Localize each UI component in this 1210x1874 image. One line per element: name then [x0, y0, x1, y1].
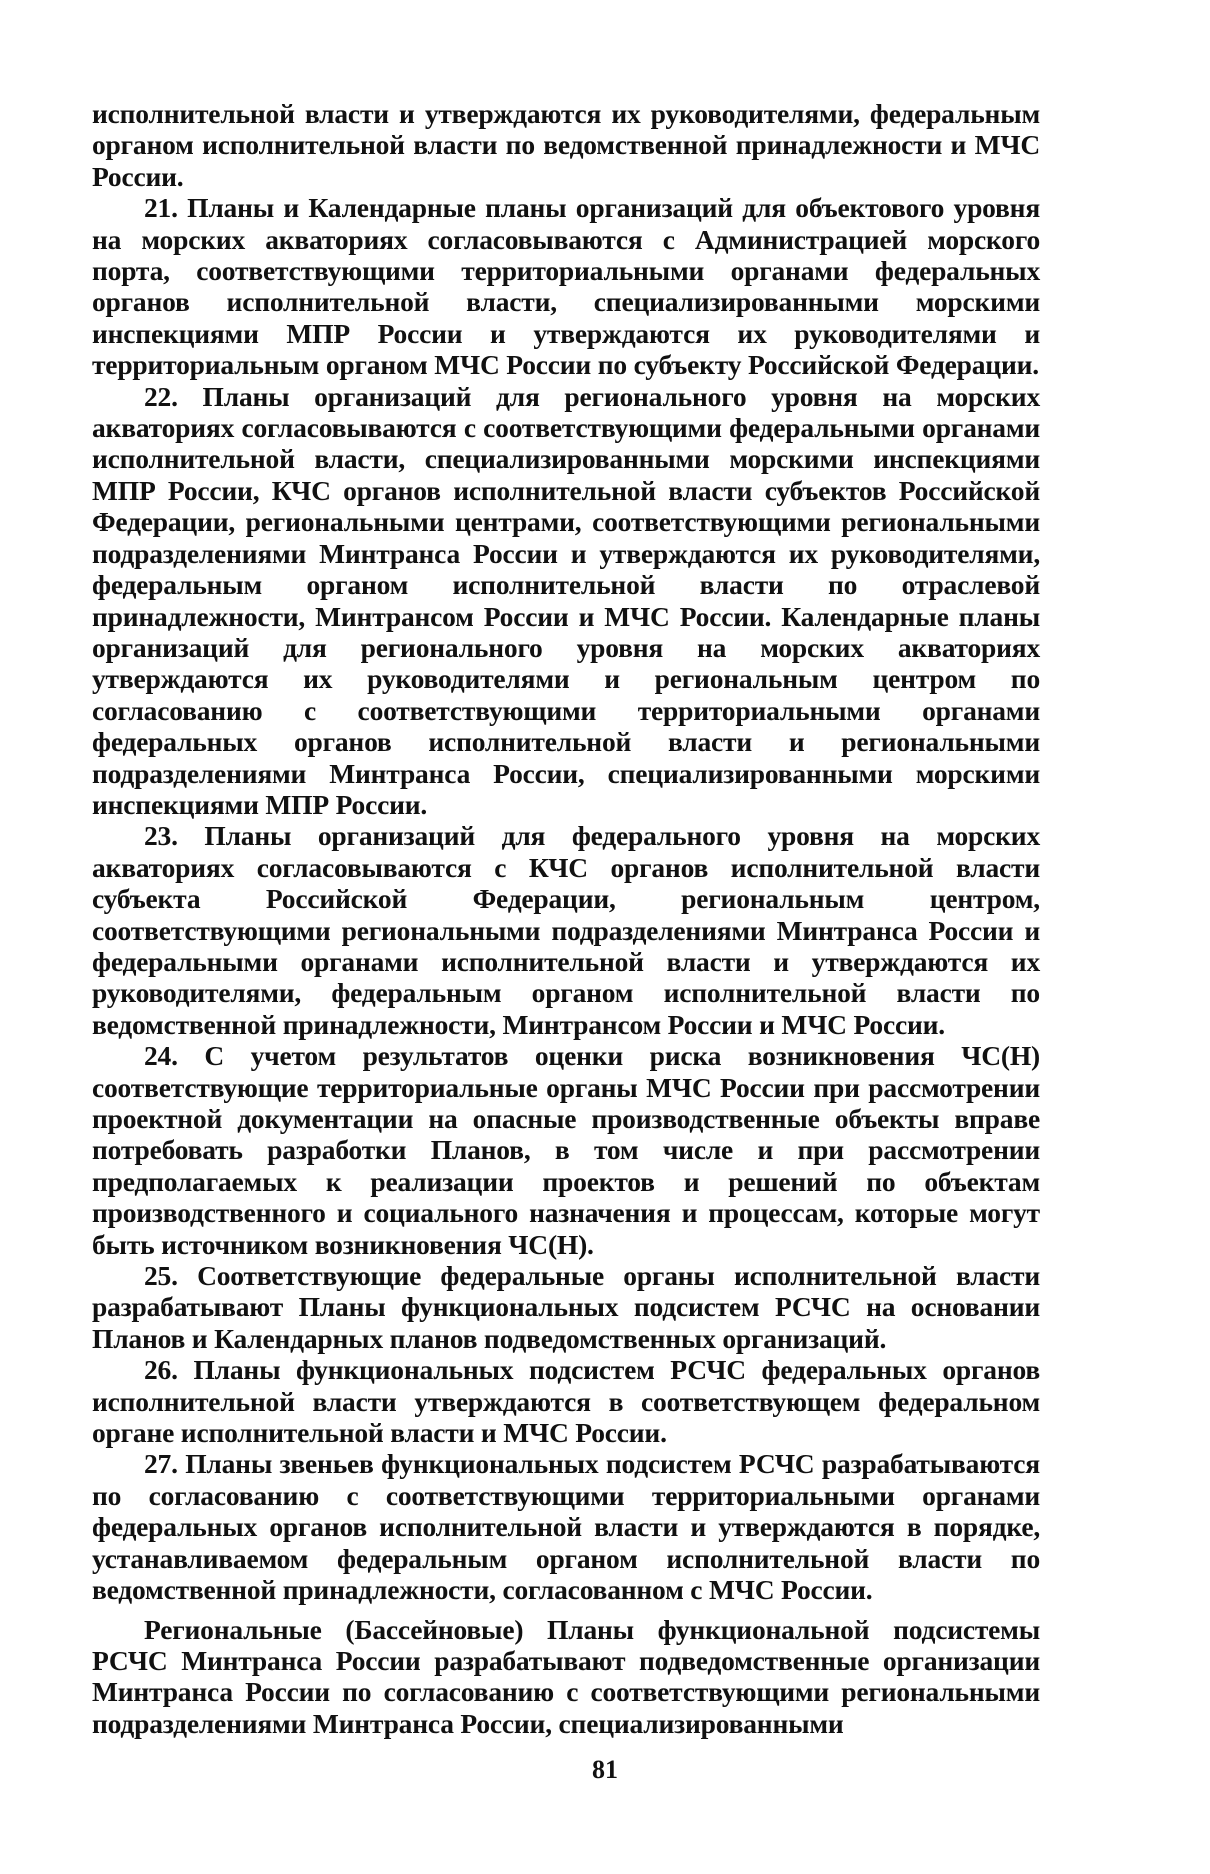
paragraph-24: 24. С учетом результатов оценки риска возникновения ЧС(Н) соответствующие территориальные органы МЧС России при рассмотрении проектной документации на опасные производственные объекты вправе потребовать разработки Планов, в том числе и при рассмотрении предполагаемых к реализации проектов и решений по объектам производственного и социального назначения и процессам, которые могут быть источником возникновения ЧС(Н).	[92, 1040, 1040, 1260]
paragraph-regional-plans: Региональные (Бассейновые) Планы функциональной подсистемы РСЧС Минтранса России разрабатывают подведомственные организации Минтранса России по согласованию с соответствующими региональными подразделениями Минтранса России, специализированными	[92, 1613, 1040, 1739]
paragraph-23: 23. Планы организаций для федерального уровня на морских акваториях согласовываются с КЧС органов исполнительной власти субъекта Российской Федерации, региональным центром, соответствующими региональными подразделениями Минтранса России и федеральными органами исполнительной власти и утверждаются их руководителями, федеральным органом исполнительной власти по ведомственной принадлежности, Минтрансом России и МЧС России.	[92, 820, 1040, 1040]
paragraph-25: 25. Соответствующие федеральные органы исполнительной власти разрабатывают Планы функциональных подсистем РСЧС на основании Планов и Календарных планов подведомственных организаций.	[92, 1260, 1040, 1354]
paragraph-21: 21. Планы и Календарные планы организаций для объектового уровня на морских акваториях согласовываются с Администрацией морского порта, соответствующими территориальными органами федеральных органов исполнительной власти, специализированными морскими инспекциями МПР России и утверждаются их руководителями и территориальным органом МЧС России по субъекту Российской Федерации.	[92, 192, 1040, 381]
paragraph-22: 22. Планы организаций для регионального уровня на морских акваториях согласовываются с соответствующими федеральными органами исполнительной власти, специализированными морскими инспекциями МПР России, КЧС органов исполнительной власти субъектов Российской Федерации, региональными центрами, соответствующими региональными подразделениями Минтранса России и утверждаются их руководителями, федеральным органом исполнительной власти по отраслевой принадлежности, Минтрансом России и МЧС России. Календарные планы организаций для регионального уровня на морских акваториях утверждаются их руководителями и региональным центром по согласованию с соответствующими территориальными органами федеральных органов исполнительной власти и региональными подразделениями Минтранса России, специализированными морскими инспекциями МПР России.	[92, 380, 1040, 820]
document-body	[92, 98, 1040, 1739]
paragraph-27: 27. Планы звеньев функциональных подсистем РСЧС разрабатываются по согласованию с соответствующими территориальными органами федеральных органов исполнительной власти и утверждаются в порядке, устанавливаемом федеральным органом исполнительной власти по ведомственной принадлежности, согласованном с МЧС России.	[92, 1448, 1040, 1606]
page-number: 81	[592, 1755, 618, 1784]
paragraph-continuation: исполнительной власти и утверждаются их руководителями, федеральным органом исполнительной власти по ведомственной принадлежности и МЧС России.	[92, 98, 1040, 192]
paragraph-26: 26. Планы функциональных подсистем РСЧС федеральных органов исполнительной власти утверждаются в соответствующем федеральном органе исполнительной власти и МЧС России.	[92, 1354, 1040, 1449]
